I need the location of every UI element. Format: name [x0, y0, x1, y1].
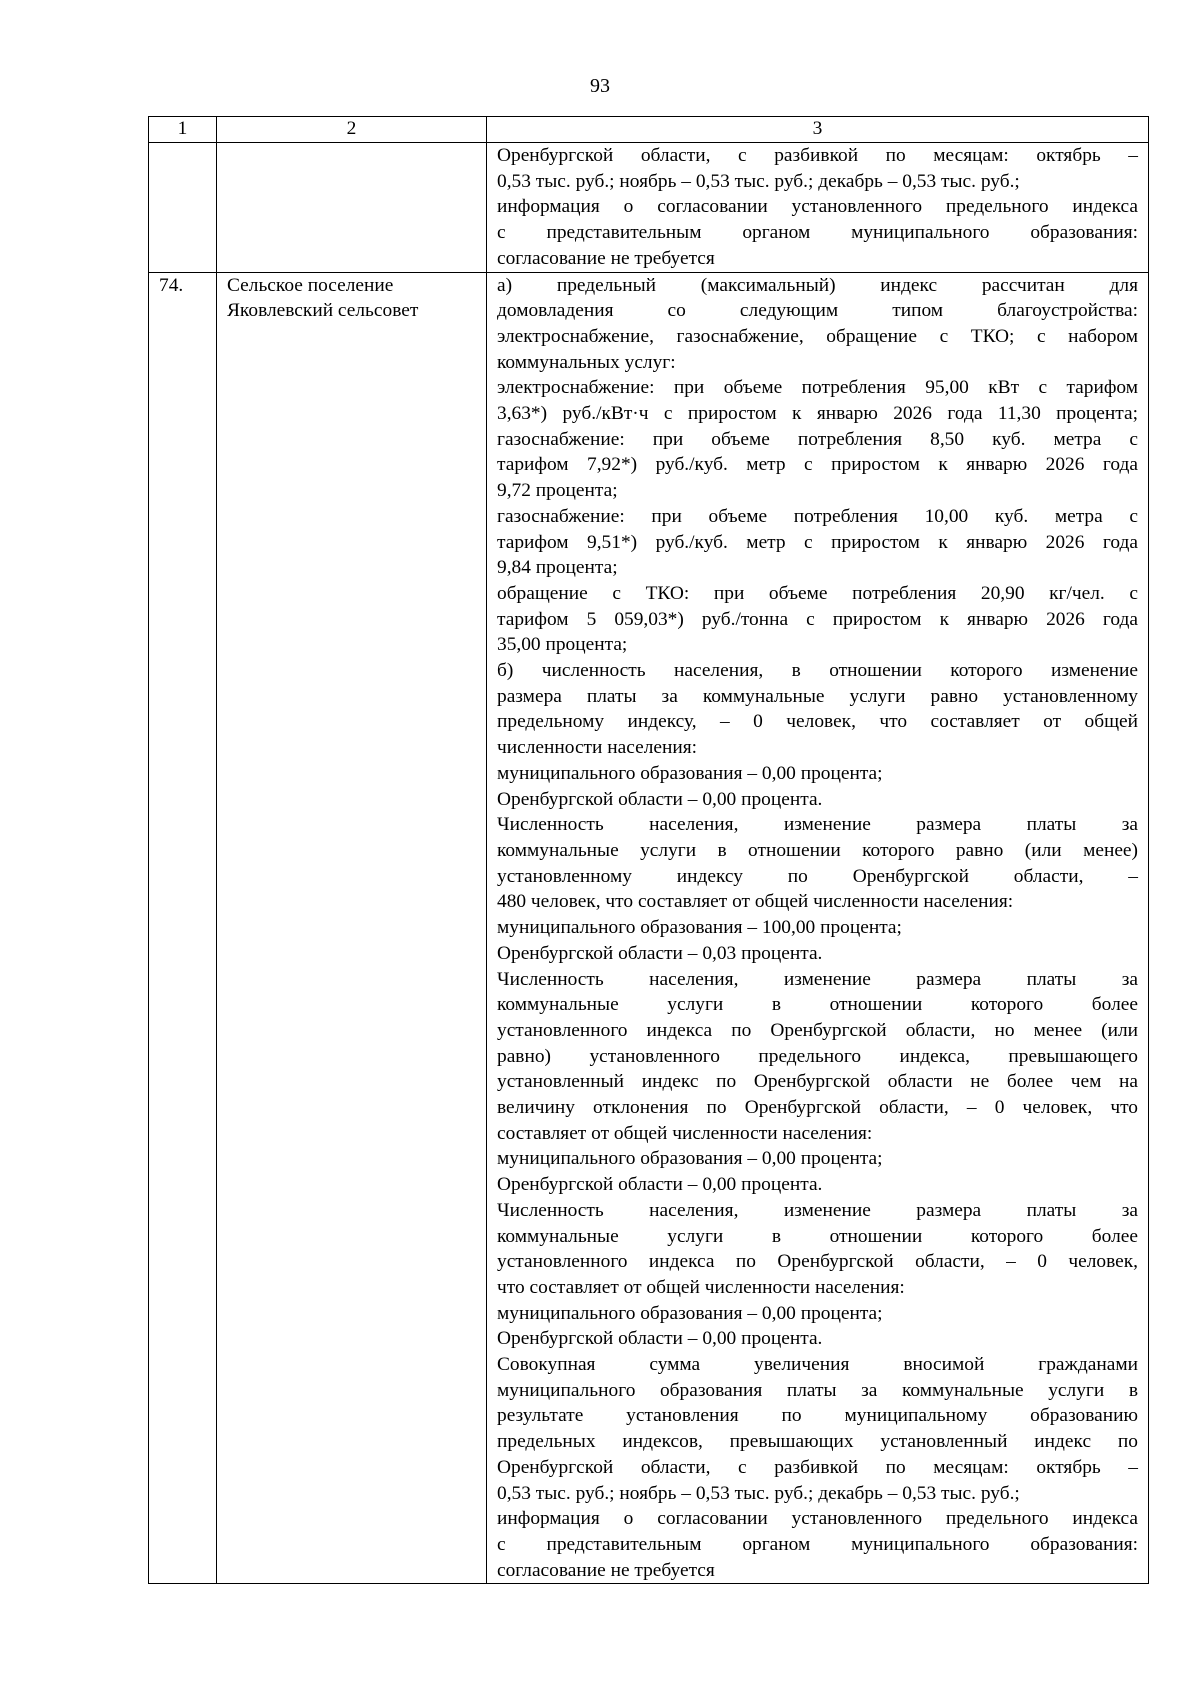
table-row-74 — [149, 272, 1149, 1584]
text-line: муниципального образования платы за коммунальные услуги в — [497, 1379, 1138, 1401]
text-line: с представительным органом муниципального образования: — [497, 222, 1138, 244]
text-line: муниципального образования – 0,00 процента; — [497, 762, 883, 784]
settlement-name-line-1: Сельское поселение — [227, 274, 394, 296]
text-line: Совокупная сумма увеличения вносимой гражданами — [497, 1354, 1138, 1376]
text-line: обращение с ТКО: при объеме потребления 20,90 кг/чел. с — [497, 582, 1138, 604]
text-line: электроснабжение: при объеме потребления 95,00 кВт с тарифом — [497, 377, 1138, 399]
text-line: муниципального образования – 0,00 процента; — [497, 1148, 883, 1170]
settlement-name-cell — [217, 272, 487, 1584]
text-line: установленный индекс по Оренбургской области не более чем на — [497, 1071, 1138, 1093]
row-number: 74. — [149, 272, 217, 1584]
text-line: Оренбургской области, с разбивкой по месяцам: октябрь – — [497, 1456, 1138, 1478]
text-line: тарифом 5 059,03*) руб./тонна с приростом к январю 2026 года — [497, 608, 1138, 630]
text-line: 9,84 процента; — [497, 557, 618, 579]
text-line: информация о согласовании установленного предельного индекса — [497, 196, 1138, 218]
text-line: а) предельный (максимальный) индекс рассчитан для — [497, 274, 1138, 296]
text-line: согласование не требуется — [497, 1559, 715, 1581]
text-line: Оренбургской области – 0,00 процента. — [497, 788, 823, 810]
page-number: 93 — [590, 75, 610, 97]
text-line: коммунальные услуги в отношении которого более — [497, 994, 1138, 1016]
text-line: коммунальных услуг: — [497, 351, 676, 373]
text-line: тарифом 9,51*) руб./куб. метр с приростом к январю 2026 года — [497, 531, 1138, 553]
text-line: с представительным органом муниципального образования: — [497, 1533, 1138, 1555]
text-line: Оренбургской области – 0,03 процента. — [497, 942, 823, 964]
text-line: газоснабжение: при объеме потребления 10,00 куб. метра с — [497, 505, 1138, 527]
text-line: коммунальные услуги в отношении которого равно (или менее) — [497, 839, 1138, 861]
text-line: предельных индексов, превышающих установленный индекс по — [497, 1431, 1138, 1453]
text-line: 0,53 тыс. руб.; ноябрь – 0,53 тыс. руб.; декабрь – 0,53 тыс. руб.; — [497, 170, 1020, 192]
text-line: муниципального образования – 100,00 процента; — [497, 917, 902, 939]
text-line: размера платы за коммунальные услуги равно установленному — [497, 685, 1138, 707]
text-line: электроснабжение, газоснабжение, обращение с ТКО; с набором — [497, 325, 1138, 347]
text-line: Оренбургской области, с разбивкой по месяцам: октябрь – — [497, 145, 1138, 166]
text-line: информация о согласовании установленного предельного индекса — [497, 1508, 1138, 1530]
text-line: 9,72 процента; — [497, 480, 618, 502]
table-header-row — [149, 117, 1149, 143]
text-line: б) численность населения, в отношении которого изменение — [497, 660, 1138, 682]
text-line: величину отклонения по Оренбургской области, – 0 человек, что — [497, 1097, 1138, 1119]
text-line: результате установления по муниципальному образованию — [497, 1405, 1138, 1427]
text-line: равно) установленного предельного индекса, превышающего — [497, 1045, 1138, 1067]
continuation-number-cell — [149, 143, 217, 273]
column-header-1: 1 — [149, 117, 217, 143]
continuation-text-cell — [487, 143, 1149, 273]
text-line: Оренбургской области – 0,00 процента. — [497, 1174, 823, 1196]
text-line: 0,53 тыс. руб.; ноябрь – 0,53 тыс. руб.; декабрь – 0,53 тыс. руб.; — [497, 1482, 1020, 1504]
text-line: согласование не требуется — [497, 247, 715, 269]
settlement-name-line-2: Яковлевский сельсовет — [227, 300, 419, 322]
text-line: предельному индексу, – 0 человек, что составляет от общей — [497, 711, 1138, 733]
indices-description-cell — [487, 272, 1149, 1584]
text-line: Численность населения, изменение размера платы за — [497, 814, 1138, 836]
text-line: 3,63*) руб./кВт·ч с приростом к январю 2026 года 11,30 процента; — [497, 403, 1138, 425]
column-header-3: 3 — [487, 117, 1149, 143]
text-line: установленному индексу по Оренбургской области, – — [497, 865, 1138, 887]
text-line: домовладения со следующим типом благоустройства: — [497, 300, 1138, 322]
text-line: 35,00 процента; — [497, 634, 628, 656]
text-line: 480 человек, что составляет от общей численности населения: — [497, 891, 1014, 913]
text-line: составляет от общей численности населения: — [497, 1122, 873, 1144]
text-line: тарифом 7,92*) руб./куб. метр с приростом к январю 2026 года — [497, 454, 1138, 476]
continuation-name-cell — [217, 143, 487, 273]
text-line: численности населения: — [497, 737, 698, 759]
indices-table — [148, 116, 1149, 1584]
column-header-2: 2 — [217, 117, 487, 143]
text-line: установленного индекса по Оренбургской области, но менее (или — [497, 1019, 1138, 1041]
text-line: Численность населения, изменение размера платы за — [497, 1199, 1138, 1221]
text-line: установленного индекса по Оренбургской области, – 0 человек, — [497, 1251, 1138, 1273]
text-line: коммунальные услуги в отношении которого более — [497, 1225, 1138, 1247]
text-line: что составляет от общей численности населения: — [497, 1276, 905, 1298]
text-line: газоснабжение: при объеме потребления 8,50 куб. метра с — [497, 428, 1138, 450]
text-line: муниципального образования – 0,00 процента; — [497, 1302, 883, 1324]
table-row-continuation — [149, 143, 1149, 273]
text-line: Численность населения, изменение размера платы за — [497, 968, 1138, 990]
text-line: Оренбургской области – 0,00 процента. — [497, 1328, 823, 1350]
